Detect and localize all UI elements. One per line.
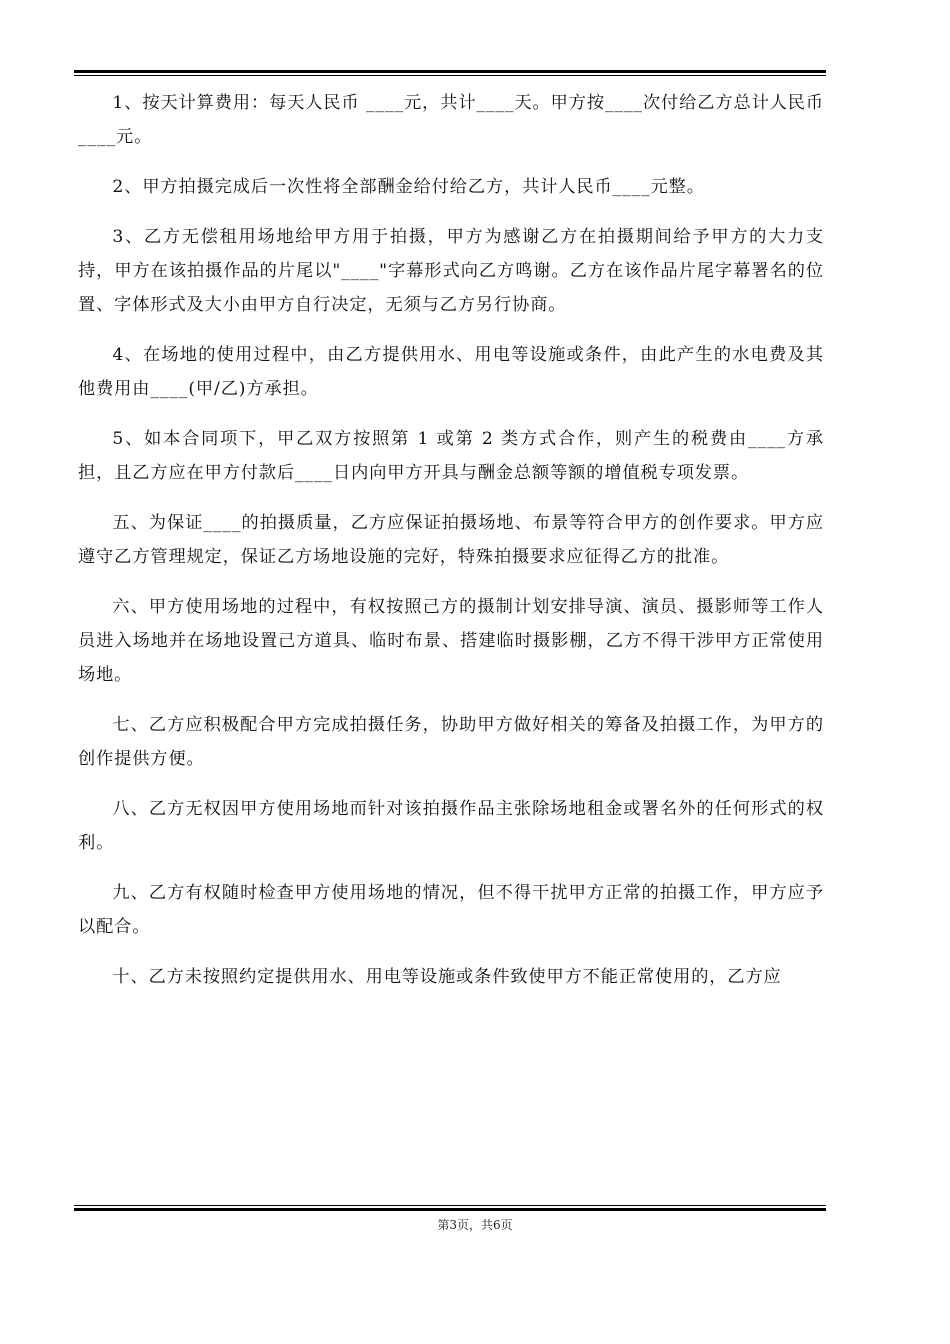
- page-number: 第3页，共6页: [437, 1218, 513, 1232]
- paragraph-taxes-invoice: 5、如本合同项下，甲乙双方按照第 1 或第 2 类方式合作，则产生的税费由____方承担，且乙方应在甲方付款后____日内向甲方开具与酬金总额等额的增值税专项发票。: [78, 429, 824, 483]
- paragraph-clause-10: 十、乙方未按照约定提供用水、用电等设施或条件致使甲方不能正常使用的，乙方应: [112, 967, 782, 987]
- paragraph-clause-7: 七、乙方应积极配合甲方完成拍摄任务，协助甲方做好相关的筹备及拍摄工作，为甲方的创作提供方便。: [78, 715, 824, 769]
- paragraph-payment-daily: 1、按天计算费用：每天人民币 ____元，共计____天。甲方按____次付给乙方总计人民币____元。: [78, 93, 824, 147]
- paragraph-clause-9: 九、乙方有权随时检查甲方使用场地的情况，但不得干扰甲方正常的拍摄工作，甲方应予以配合。: [78, 883, 824, 937]
- paragraph-free-rental-credit: 3、乙方无偿租用场地给甲方用于拍摄，甲方为感谢乙方在拍摄期间给予甲方的大力支持，甲方在该拍摄作品的片尾以"____"字幕形式向乙方鸣谢。乙方在该作品片尾字幕署名的位置、字体形式及大小由甲方自行决定，无须与乙方另行协商。: [78, 227, 824, 315]
- document-body: [78, 86, 824, 1010]
- paragraph-utilities: 4、在场地的使用过程中，由乙方提供用水、用电等设施或条件，由此产生的水电费及其他费用由____(甲/乙)方承担。: [78, 345, 824, 399]
- paragraph-clause-6: 六、甲方使用场地的过程中，有权按照己方的摄制计划安排导演、演员、摄影师等工作人员进入场地并在场地设置己方道具、临时布景、搭建临时摄影棚，乙方不得干涉甲方正常使用场地。: [78, 597, 824, 685]
- paragraph-clause-5: 五、为保证____的拍摄质量，乙方应保证拍摄场地、布景等符合甲方的创作要求。甲方应遵守乙方管理规定，保证乙方场地设施的完好，特殊拍摄要求应征得乙方的批准。: [78, 513, 824, 567]
- footer-rule: [74, 1205, 826, 1211]
- paragraph-clause-8: 八、乙方无权因甲方使用场地而针对该拍摄作品主张除场地租金或署名外的任何形式的权利。: [78, 799, 824, 853]
- header-rule: [74, 70, 826, 76]
- paragraph-payment-lump-sum: 2、甲方拍摄完成后一次性将全部酬金给付给乙方，共计人民币____元整。: [112, 177, 705, 197]
